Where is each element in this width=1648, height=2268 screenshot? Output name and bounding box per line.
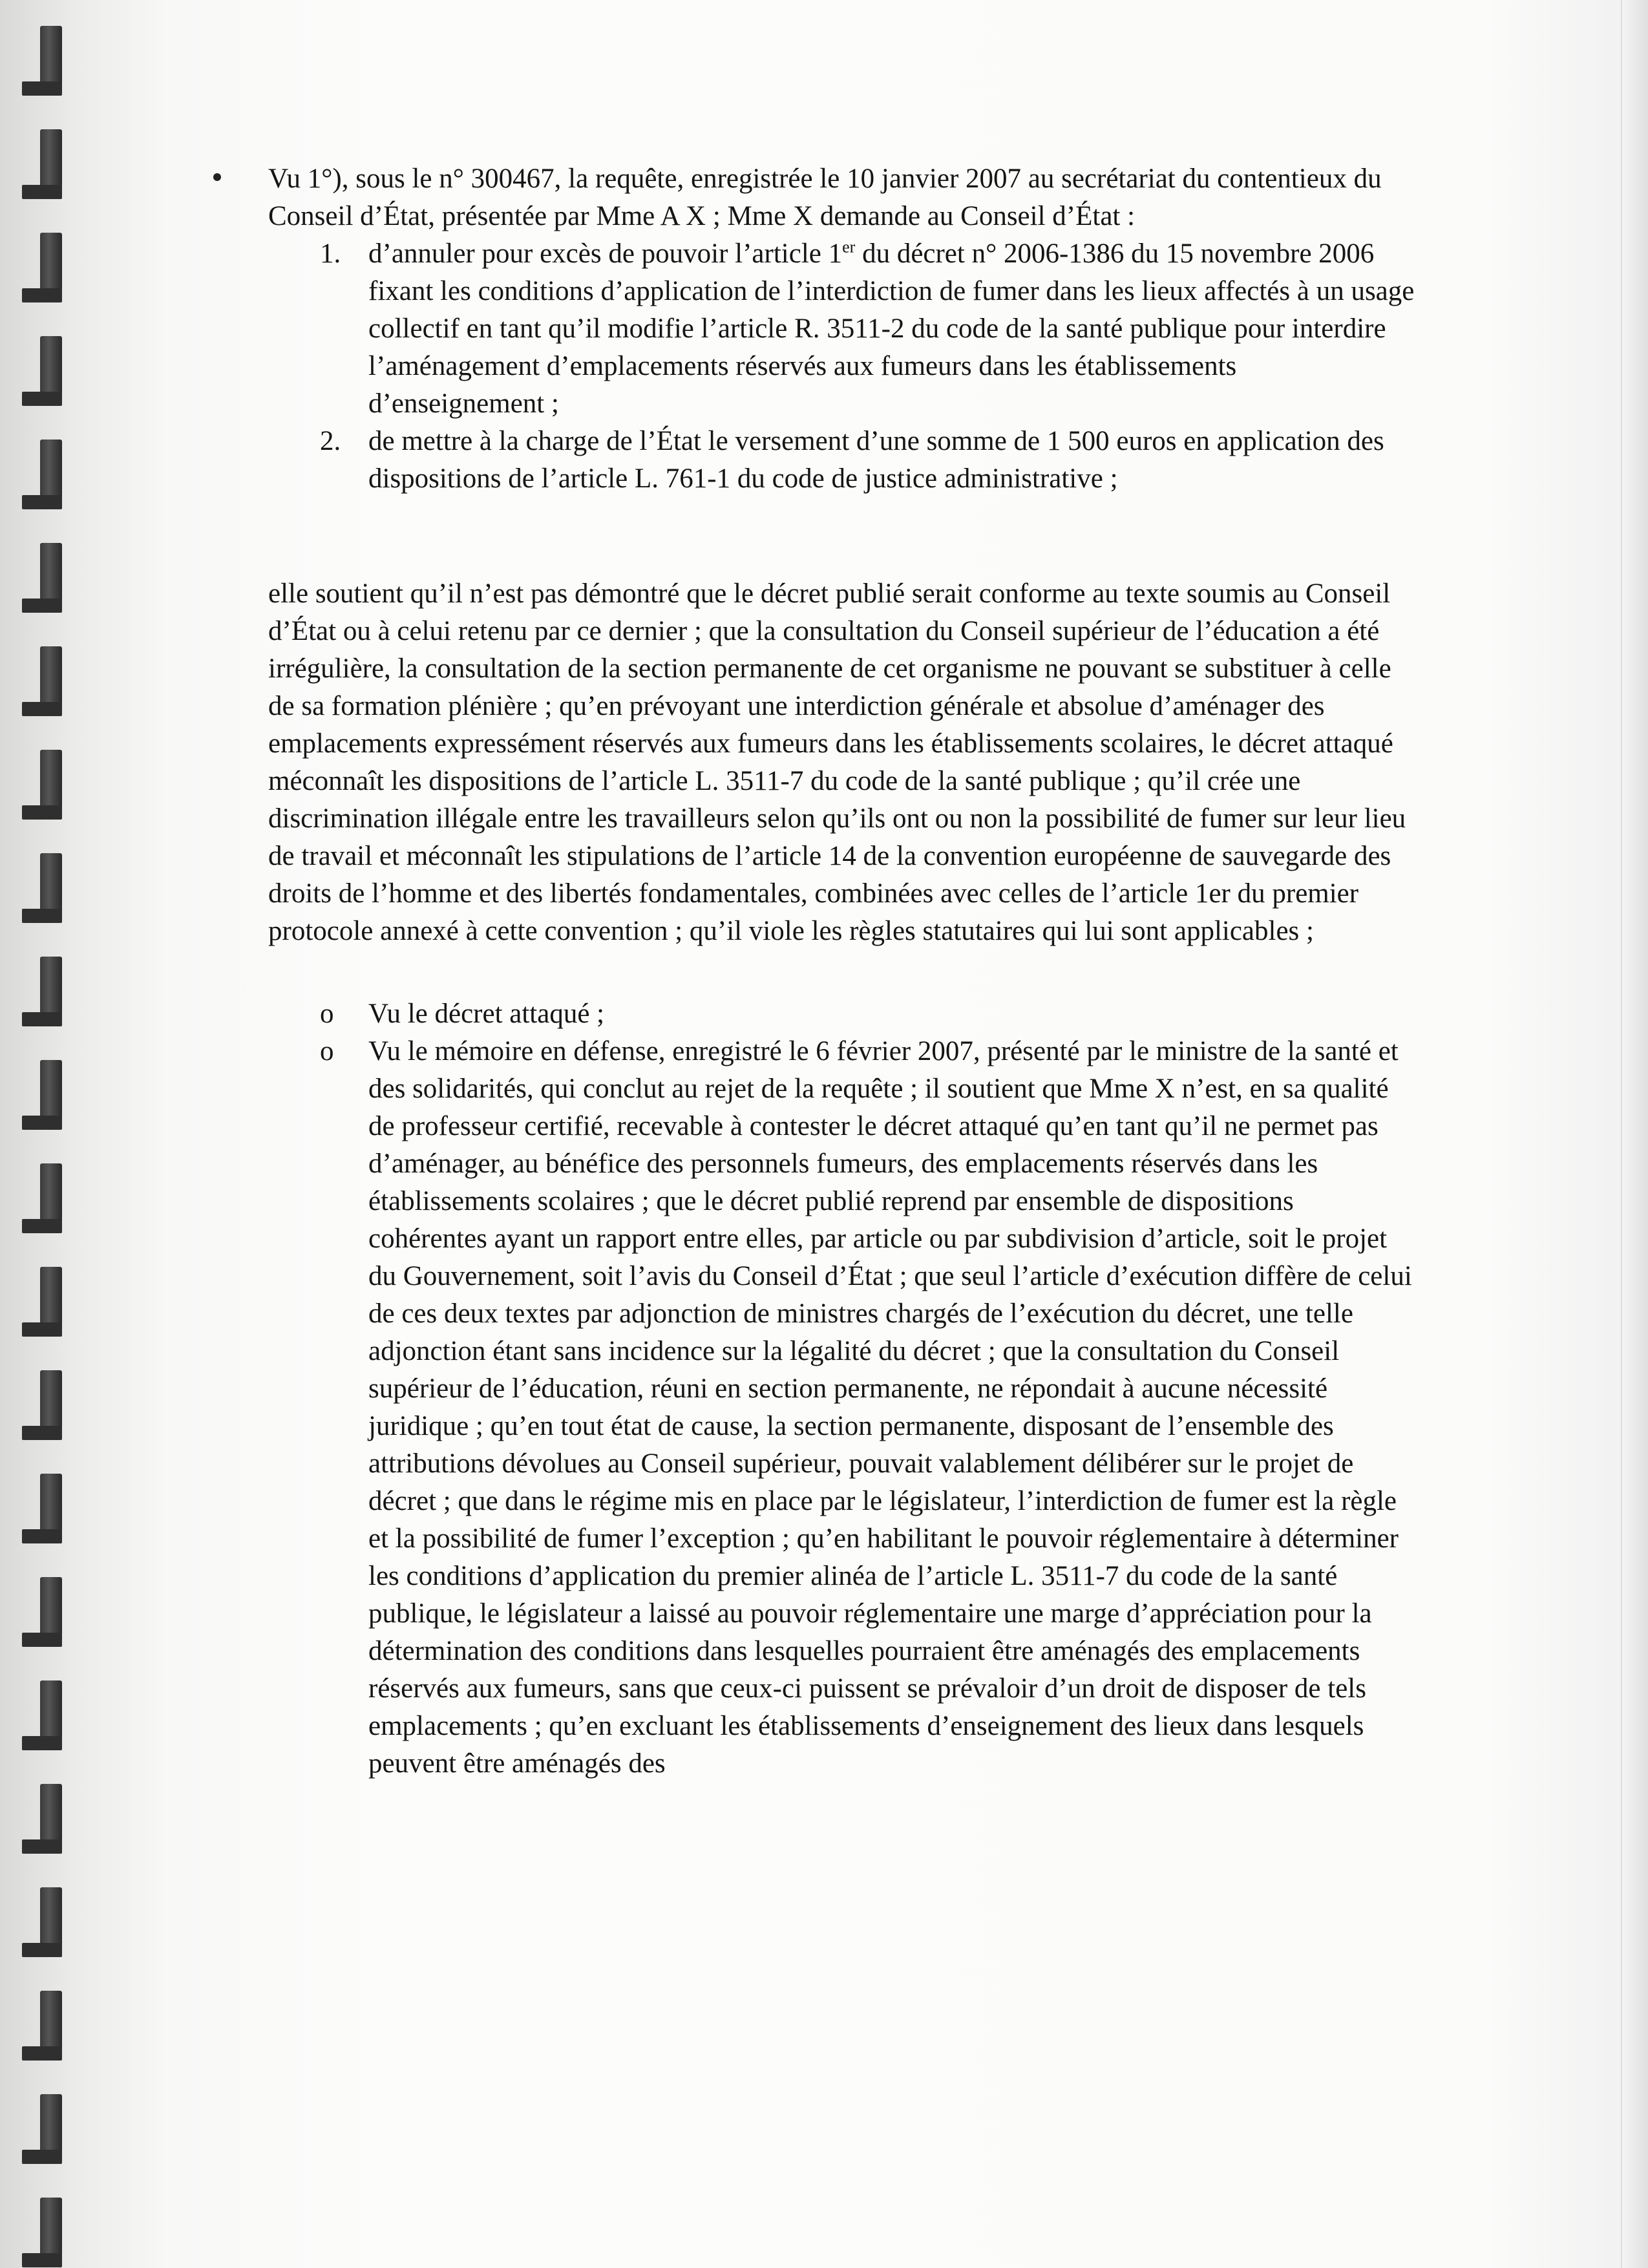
visas-list — [268, 995, 1419, 1783]
circle-bullet-icon: o — [320, 999, 334, 1029]
binding-ring — [40, 1784, 62, 1854]
list-number: 2. — [320, 426, 341, 456]
moyens-paragraph: elle soutient qu’il n’est pas démontré que le décret publié serait conforme au texte soumis au Conseil d’État ou à celui retenu par ce dernier ; que la consultation du Conseil supérieur de l’éducation a été irrégulière, la consultation de la section permanente de cet organisme ne pouvant se substituer à celle de sa formation plénière ; qu’en prévoyant une interdiction générale et absolue d’aménager des emplacements expressément réservés aux fumeurs dans les établissements scolaires, le décret attaqué méconnaît les dispositions de l’article L. 3511-7 du code de la santé publique ; qu’il crée une discrimination illégale entre les travailleurs selon qu’ils ont ou non la possibilité de fumer sur leur lieu de travail et méconnaît les stipulations de l’article 14 de la convention européenne de sauvegarde des droits de l’homme et des libertés fondamentales, combinées avec celles de l’article 1er du premier protocole annexé à cette convention ; qu’il viole les règles statutaires qui lui sont applicables ; — [268, 578, 1406, 946]
binding-ring — [40, 1577, 62, 1647]
binding-ring — [40, 1370, 62, 1440]
list-item — [268, 995, 1419, 1033]
binding-ring — [40, 853, 62, 923]
binding-ring — [40, 1887, 62, 1957]
binding-ring — [40, 2094, 62, 2164]
binding-ring — [40, 129, 62, 199]
visa-text: Vu le décret attaqué ; — [368, 999, 605, 1029]
bullet-icon — [213, 173, 221, 181]
binding-ring — [40, 2198, 62, 2267]
list-item — [268, 1033, 1419, 1783]
intro-paragraph: Vu 1°), sous le n° 300467, la requête, enregistrée le 10 janvier 2007 au secrétariat du contentieux du Conseil d’État, présentée par Mme A X ; Mme X demande au Conseil d’État : — [268, 164, 1382, 231]
list-item-text-continued: du décret n° 2006-1386 du 15 novembre 2006 fixant les conditions d’application de l’interdiction de fumer dans les lieux affectés à un usage collectif en tant qu’il modifie l’article R. 3511-2 du code de la santé publique pour interdire l’aménagement d’emplacements réservés aux fumeurs dans les établissements d’enseignement ; — [368, 238, 1415, 419]
binding-ring — [40, 26, 62, 96]
spacer — [268, 950, 1419, 995]
list-item-text: de mettre à la charge de l’État le versement d’une somme de 1 500 euros en application des dispositions de l’article L. 761-1 du code de justice administrative ; — [368, 426, 1384, 494]
page-edge — [1621, 0, 1648, 2268]
binding-ring — [40, 543, 62, 613]
binding-ring — [40, 440, 62, 509]
list-item — [268, 235, 1419, 423]
list-item — [268, 423, 1419, 498]
binding-ring — [40, 1474, 62, 1543]
binding-ring — [40, 646, 62, 716]
binding-ring — [40, 336, 62, 406]
circle-bullet-icon: o — [320, 1036, 334, 1066]
binding-ring — [40, 1163, 62, 1233]
spacer — [268, 498, 1419, 575]
superscript: er — [842, 237, 856, 257]
demandes-list — [268, 235, 1419, 498]
binding-ring — [40, 1991, 62, 2061]
list-number: 1. — [320, 238, 341, 269]
binding-ring — [40, 957, 62, 1026]
binding-ring — [40, 1267, 62, 1337]
binding-ring — [40, 750, 62, 820]
list-item-text: d’annuler pour excès de pouvoir l’article 1 — [368, 238, 843, 269]
binding-ring — [40, 1680, 62, 1750]
document-body — [268, 160, 1419, 1783]
visa-text: Vu le mémoire en défense, enregistré le 6 février 2007, présenté par le ministre de la santé et des solidarités, qui conclut au rejet de la requête ; il soutient que Mme X n’est, en sa qualité de professeur certifié, recevable à contester le décret attaqué qu’en tant qu’il ne permet pas d’aménager, au bénéfice des personnels fumeurs, des emplacements réservés dans les établissements scolaires ; que le décret publié reprend par ensemble de dispositions cohérentes ayant un rapport entre elles, par article ou par subdivision d’article, soit le projet du Gouvernement, soit l’avis du Conseil d’État ; que seul l’article d’exécution diffère de celui de ces deux textes par adjonction de ministres chargés de l’exécution du décret, une telle adjonction étant sans incidence sur la légalité du décret ; que la consultation du Conseil supérieur de l’éducation, réuni en section permanente, ne répondait à aucune nécessité juridique ; qu’en tout état de cause, la section permanente, disposant de l’ensemble des attributions dévolues au Conseil supérieur, pouvait valablement délibérer sur le projet de décret ; que dans le régime mis en place par le législateur, l’interdiction de fumer est la règle et la possibilité de fumer l’exception ; qu’en habilitant le pouvoir réglementaire à déterminer les conditions d’application du premier alinéa de l’article L. 3511-7 du code de la santé publique, le législateur a laissé au pouvoir réglementaire une marge d’appréciation pour la détermination des conditions dans lesquelles pourraient être aménagés des emplacements réservés aux fumeurs, sans que ceux-ci puissent se prévaloir d’un droit de disposer de tels emplacements ; qu’en excluant les établissements d’enseignement des lieux dans lesquels peuvent être aménagés des — [368, 1036, 1412, 1779]
binding-ring — [40, 1060, 62, 1130]
binding-ring — [40, 233, 62, 302]
spiral-binding — [0, 0, 97, 2268]
